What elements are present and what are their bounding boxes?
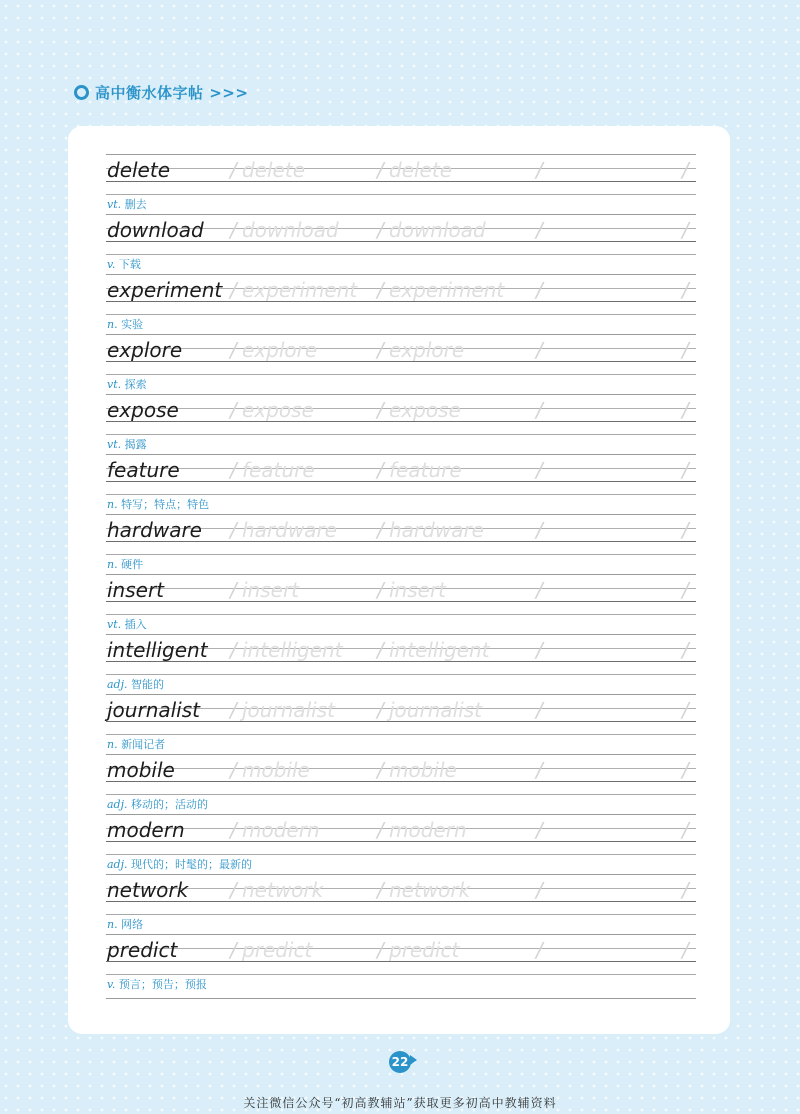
slash-divider: / bbox=[536, 638, 543, 662]
slash-divider: / bbox=[682, 818, 689, 842]
entry-meaning: n. 网络 bbox=[107, 918, 144, 931]
trace-word: network bbox=[389, 878, 471, 902]
entry-meaning: n. 硬件 bbox=[107, 558, 144, 571]
copybook-entry bbox=[106, 154, 696, 214]
copybook-entry bbox=[106, 274, 696, 334]
entry-word: insert bbox=[107, 578, 165, 602]
slash-divider: / bbox=[230, 338, 237, 362]
trace-word: insert bbox=[389, 578, 447, 602]
copybook-entry bbox=[106, 694, 696, 754]
copybook-entry bbox=[106, 934, 696, 994]
copybook-entry bbox=[106, 634, 696, 694]
trace-word: experiment bbox=[389, 278, 505, 302]
slash-divider: / bbox=[230, 278, 237, 302]
slash-divider: / bbox=[230, 818, 237, 842]
trace-word: mobile bbox=[389, 758, 457, 782]
trace-word: predict bbox=[389, 938, 460, 962]
slash-divider: / bbox=[536, 818, 543, 842]
slash-divider: / bbox=[682, 878, 689, 902]
trace-word: mobile bbox=[242, 758, 310, 782]
copybook-entry bbox=[106, 454, 696, 514]
slash-divider: / bbox=[536, 398, 543, 422]
trace-word: hardware bbox=[389, 518, 484, 542]
entry-meaning: n. 实验 bbox=[107, 318, 144, 331]
trace-word: insert bbox=[242, 578, 300, 602]
copybook-entry bbox=[106, 754, 696, 814]
trace-word: explore bbox=[389, 338, 465, 362]
slash-divider: / bbox=[230, 398, 237, 422]
slash-divider: / bbox=[682, 398, 689, 422]
slash-divider: / bbox=[377, 398, 384, 422]
copybook-entry bbox=[106, 874, 696, 934]
trace-word: hardware bbox=[242, 518, 337, 542]
entry-word: delete bbox=[107, 158, 171, 182]
slash-divider: / bbox=[536, 938, 543, 962]
trace-word: feature bbox=[242, 458, 315, 482]
entry-word: journalist bbox=[107, 698, 200, 722]
slash-divider: / bbox=[377, 638, 384, 662]
slash-divider: / bbox=[536, 578, 543, 602]
slash-divider: / bbox=[682, 638, 689, 662]
trace-word: delete bbox=[389, 158, 453, 182]
slash-divider: / bbox=[536, 158, 543, 182]
copybook-entry bbox=[106, 574, 696, 634]
page-badge-tail-icon bbox=[410, 1055, 417, 1065]
entry-meaning: vt. 插入 bbox=[107, 618, 147, 631]
entry-word: hardware bbox=[107, 518, 202, 542]
slash-divider: / bbox=[536, 758, 543, 782]
slash-divider: / bbox=[230, 938, 237, 962]
trace-word: journalist bbox=[389, 698, 482, 722]
trace-word: expose bbox=[389, 398, 461, 422]
copybook-entry bbox=[106, 334, 696, 394]
entry-meaning: adj. 移动的；活动的 bbox=[107, 798, 209, 811]
trace-word: intelligent bbox=[242, 638, 343, 662]
entry-word: download bbox=[107, 218, 204, 242]
entry-word: modern bbox=[107, 818, 185, 842]
slash-divider: / bbox=[230, 758, 237, 782]
trace-word: download bbox=[389, 218, 486, 242]
slash-divider: / bbox=[230, 218, 237, 242]
slash-divider: / bbox=[682, 338, 689, 362]
slash-divider: / bbox=[230, 698, 237, 722]
copybook-entry bbox=[106, 514, 696, 574]
slash-divider: / bbox=[230, 518, 237, 542]
entry-meaning: v. 预言；预告；预报 bbox=[107, 978, 207, 991]
slash-divider: / bbox=[536, 218, 543, 242]
entry-word: explore bbox=[107, 338, 183, 362]
slash-divider: / bbox=[682, 758, 689, 782]
entry-meaning: adj. 现代的；时髦的；最新的 bbox=[107, 858, 253, 871]
slash-divider: / bbox=[377, 758, 384, 782]
entry-meaning: vt. 删去 bbox=[107, 198, 147, 211]
copybook-card bbox=[68, 126, 730, 1034]
trace-word: delete bbox=[242, 158, 306, 182]
slash-divider: / bbox=[682, 218, 689, 242]
trace-word: journalist bbox=[242, 698, 335, 722]
entry-word: intelligent bbox=[107, 638, 208, 662]
slash-divider: / bbox=[377, 878, 384, 902]
slash-divider: / bbox=[536, 518, 543, 542]
footer-note: 关注微信公众号“初高教辅站”获取更多初高中教辅资料 bbox=[243, 1096, 557, 1110]
entry-word: expose bbox=[107, 398, 179, 422]
circle-bullet-icon bbox=[74, 85, 89, 100]
slash-divider: / bbox=[230, 878, 237, 902]
page-header bbox=[74, 80, 248, 104]
trace-word: download bbox=[242, 218, 339, 242]
slash-divider: / bbox=[377, 278, 384, 302]
slash-divider: / bbox=[377, 938, 384, 962]
trace-word: predict bbox=[242, 938, 313, 962]
slash-divider: / bbox=[682, 458, 689, 482]
slash-divider: / bbox=[230, 158, 237, 182]
copybook-entry bbox=[106, 814, 696, 874]
slash-divider: / bbox=[682, 938, 689, 962]
copybook-entry bbox=[106, 214, 696, 274]
slash-divider: / bbox=[230, 458, 237, 482]
trace-word: expose bbox=[242, 398, 314, 422]
entry-word: feature bbox=[107, 458, 180, 482]
entry-meaning: n. 新闻记者 bbox=[107, 738, 166, 751]
entry-word: experiment bbox=[107, 278, 223, 302]
bottom-rule bbox=[106, 998, 696, 999]
slash-divider: / bbox=[377, 158, 384, 182]
page-number: 22 bbox=[389, 1051, 411, 1073]
slash-divider: / bbox=[682, 158, 689, 182]
copybook-entry bbox=[106, 394, 696, 454]
slash-divider: / bbox=[230, 578, 237, 602]
slash-divider: / bbox=[536, 278, 543, 302]
entry-word: network bbox=[107, 878, 189, 902]
entry-meaning: v. 下载 bbox=[107, 258, 141, 271]
slash-divider: / bbox=[682, 518, 689, 542]
slash-divider: / bbox=[536, 878, 543, 902]
slash-divider: / bbox=[377, 458, 384, 482]
trace-word: modern bbox=[242, 818, 320, 842]
header-title: 高中衡水体字帖 >>> bbox=[95, 83, 249, 102]
slash-divider: / bbox=[377, 518, 384, 542]
slash-divider: / bbox=[377, 218, 384, 242]
slash-divider: / bbox=[377, 338, 384, 362]
slash-divider: / bbox=[230, 638, 237, 662]
trace-word: modern bbox=[389, 818, 467, 842]
entry-word: predict bbox=[107, 938, 178, 962]
slash-divider: / bbox=[536, 338, 543, 362]
slash-divider: / bbox=[682, 278, 689, 302]
entry-word: mobile bbox=[107, 758, 175, 782]
slash-divider: / bbox=[377, 698, 384, 722]
entry-meaning: vt. 探索 bbox=[107, 378, 147, 391]
entry-meaning: vt. 揭露 bbox=[107, 438, 147, 451]
trace-word: feature bbox=[389, 458, 462, 482]
slash-divider: / bbox=[536, 698, 543, 722]
trace-word: intelligent bbox=[389, 638, 490, 662]
entry-meaning: adj. 智能的 bbox=[107, 678, 165, 691]
slash-divider: / bbox=[682, 578, 689, 602]
slash-divider: / bbox=[377, 818, 384, 842]
slash-divider: / bbox=[377, 578, 384, 602]
slash-divider: / bbox=[536, 458, 543, 482]
trace-word: network bbox=[242, 878, 324, 902]
entry-meaning: n. 特写；特点；特色 bbox=[107, 498, 210, 511]
trace-word: experiment bbox=[242, 278, 358, 302]
slash-divider: / bbox=[682, 698, 689, 722]
trace-word: explore bbox=[242, 338, 318, 362]
